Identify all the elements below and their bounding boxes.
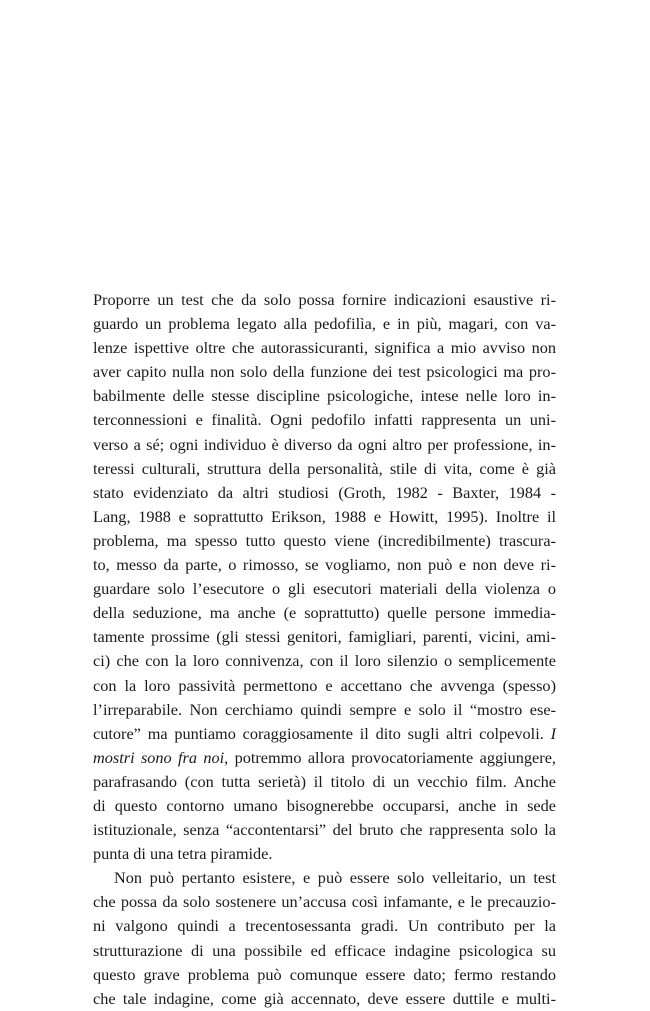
text-segment: cutore” ma puntiamo coraggiosamente il dito sugli altri colpevoli. — [93, 723, 551, 743]
text-line — [93, 288, 556, 312]
text-segment: che possa da solo sostenere un’accusa così infamante, e le precauzio- — [93, 892, 556, 912]
text-line — [93, 408, 556, 432]
text-line — [93, 336, 556, 360]
text-segment: lenze ispettive oltre che autorassicuranti, significa a mio avviso non — [93, 338, 556, 358]
text-segment: guardo un problema legato alla pedofilìa, e in più, magari, con va- — [93, 314, 556, 334]
italic-text: mostri sono fra noi — [93, 747, 225, 767]
italic-text: I — [550, 723, 556, 743]
text-segment: problema, ma spesso tutto questo viene (incredibilmente) trascura- — [93, 530, 556, 550]
text-line — [93, 649, 556, 673]
text-segment: babilmente delle stesse discipline psicologiche, intese nelle loro in- — [93, 386, 556, 406]
text-line — [93, 794, 556, 818]
text-line — [93, 866, 556, 890]
text-segment: parafrasando (con tutta serietà) il titolo di un vecchio film. Anche — [93, 771, 556, 791]
text-line — [93, 914, 556, 938]
text-segment: , potremmo allora provocatoriamente aggiungere, — [224, 747, 556, 767]
text-line — [93, 890, 556, 914]
text-line — [93, 529, 556, 553]
text-line — [93, 987, 556, 1011]
text-line — [93, 312, 556, 336]
text-segment: stato evidenziato da altri studiosi (Groth, 1982 - Baxter, 1984 - — [93, 482, 556, 502]
text-segment: verso a sé; ogni individuo è diverso da ogni altro per professione, in- — [93, 434, 556, 454]
text-segment: Proporre un test che da solo possa fornire indicazioni esaustive ri- — [93, 290, 556, 309]
text-line — [93, 842, 556, 866]
text-segment: con la loro passività permettono e accettano che avvenga (spesso) — [93, 675, 556, 695]
text-segment: ni valgono quindi a trecentosessanta gradi. Un contributo per la — [93, 916, 556, 936]
text-line — [93, 963, 556, 987]
text-segment: terconnessioni e finalità. Ogni pedofilo infatti rappresenta un uni- — [93, 410, 556, 430]
text-segment: che tale indagine, come già accennato, deve essere duttile e multi- — [93, 988, 556, 1008]
text-line — [93, 505, 556, 529]
text-line — [93, 433, 556, 457]
text-segment: questo grave problema può comunque essere dato; fermo restando — [93, 964, 556, 984]
text-line — [93, 360, 556, 384]
text-line — [93, 722, 556, 746]
text-line — [93, 384, 556, 408]
paragraph — [93, 866, 556, 1011]
text-segment: to, messo da parte, o rimosso, se vogliamo, non può e non deve ri- — [93, 555, 556, 575]
text-segment: aver capito nulla non solo della funzione dei test psicologici ma pro- — [93, 362, 556, 382]
text-line — [93, 601, 556, 625]
text-line — [93, 770, 556, 794]
text-segment: tamente prossime (gli stessi genitori, famigliari, parenti, vicini, ami- — [93, 627, 556, 647]
text-line — [93, 481, 556, 505]
text-line — [93, 625, 556, 649]
text-segment: teressi culturali, struttura della personalità, stile di vita, come è già — [93, 458, 556, 478]
text-line — [93, 698, 556, 722]
text-line — [93, 818, 556, 842]
text-line — [93, 553, 556, 577]
text-segment: strutturazione di una possibile ed efficace indagine psicologica su — [93, 940, 556, 960]
text-segment: guardare solo l’esecutore o gli esecutori materiali della violenza o — [93, 579, 556, 599]
body-text — [93, 288, 556, 1011]
text-line — [93, 939, 556, 963]
text-segment: ci) che con la loro connivenza, con il loro silenzio o semplicemente — [93, 651, 556, 671]
text-segment: della seduzione, ma anche (e soprattutto) quelle persone immedia- — [93, 603, 556, 623]
text-segment: Lang, 1988 e soprattutto Erikson, 1988 e Howitt, 1995). Inoltre il — [93, 506, 556, 526]
text-line — [93, 457, 556, 481]
paragraph — [93, 288, 556, 866]
text-segment: l’irreparabile. Non cerchiamo quindi sempre e solo il “mostro ese- — [93, 699, 556, 719]
text-line — [93, 674, 556, 698]
text-segment: punta di una tetra piramide. — [93, 844, 273, 864]
text-line — [93, 577, 556, 601]
text-segment: istituzionale, senza “accontentarsi” del bruto che rappresenta solo la — [93, 820, 556, 840]
text-segment: Non può pertanto esistere, e può essere solo velleitario, un test — [114, 868, 556, 888]
text-segment: di questo contorno umano bisognerebbe occuparsi, anche in sede — [93, 795, 556, 815]
text-line — [93, 746, 556, 770]
